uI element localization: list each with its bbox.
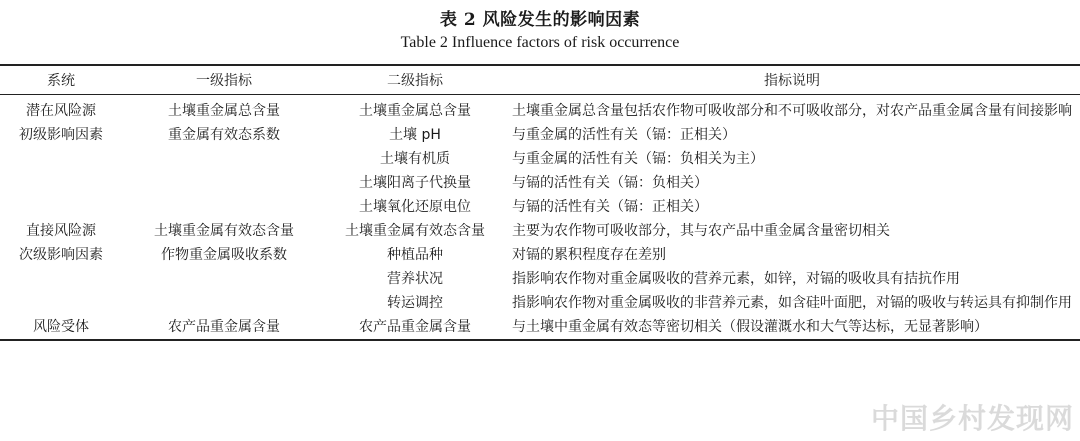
cell-system: 初级影响因素 <box>19 127 103 143</box>
influence-factors-table <box>0 64 1080 341</box>
cell-level1: 作物重金属吸收系数 <box>161 247 287 263</box>
cell-level2: 土壤重金属有效态含量 <box>345 223 485 239</box>
cell-description: 与镉的活性有关（镉：正相关） <box>512 199 708 215</box>
header-level1: 一级指标 <box>196 73 252 89</box>
table-row <box>0 315 1080 340</box>
cell-description: 土壤重金属总含量包括农作物可吸收部分和不可吸收部分，对农产品重金属含量有间接影响 <box>512 103 1072 119</box>
cell-level1: 土壤重金属有效态含量 <box>154 223 294 239</box>
cell-description: 与重金属的活性有关（镉：正相关） <box>512 127 736 143</box>
table-row <box>0 123 1080 147</box>
table-row <box>0 243 1080 267</box>
cell-system: 潜在风险源 <box>26 103 96 119</box>
cell-level2: 土壤 pH <box>389 127 441 143</box>
cell-level1 <box>122 195 326 219</box>
header-system: 系统 <box>47 73 75 89</box>
cell-system: 次级影响因素 <box>19 247 103 263</box>
cell-description: 与重金属的活性有关（镉：负相关为主） <box>512 151 764 167</box>
table-row <box>0 219 1080 243</box>
table-row <box>0 267 1080 291</box>
cell-level1: 土壤重金属总含量 <box>168 103 280 119</box>
cell-level2: 种植品种 <box>387 247 443 263</box>
cell-description: 与土壤中重金属有效态等密切相关（假设灌溉水和大气等达标，无显著影响） <box>512 319 988 335</box>
cell-level2: 转运调控 <box>387 295 443 311</box>
cell-level1 <box>122 171 326 195</box>
cell-system <box>0 147 122 171</box>
cell-level2: 土壤阳离子代换量 <box>359 175 471 191</box>
cell-level1 <box>122 267 326 291</box>
cell-description: 主要为农作物可吸收部分，其与农产品中重金属含量密切相关 <box>512 223 890 239</box>
cell-level1 <box>122 147 326 171</box>
cell-description: 对镉的累积程度存在差别 <box>512 247 666 263</box>
cell-system <box>0 195 122 219</box>
table-caption-english: Table 2 Influence factors of risk occurrence <box>400 34 680 51</box>
cell-level1: 农产品重金属含量 <box>168 319 280 335</box>
cell-level2: 农产品重金属含量 <box>359 319 471 335</box>
cell-level2: 营养状况 <box>387 271 443 287</box>
header-description: 指标说明 <box>764 73 820 89</box>
cell-system <box>0 291 122 315</box>
cell-system: 风险受体 <box>33 319 89 335</box>
table-row <box>0 147 1080 171</box>
cell-level2: 土壤有机质 <box>380 151 450 167</box>
header-level2: 二级指标 <box>387 73 443 89</box>
site-watermark: 中国乡村发现网 <box>870 402 1074 435</box>
cell-system <box>0 171 122 195</box>
cell-system: 直接风险源 <box>26 223 96 239</box>
cell-level1: 重金属有效态系数 <box>168 127 280 143</box>
table-row <box>0 95 1080 124</box>
cell-level2: 土壤重金属总含量 <box>359 103 471 119</box>
cell-level1 <box>122 291 326 315</box>
cell-description: 指影响农作物对重金属吸收的非营养元素，如含硅叶面肥，对镉的吸收与转运具有抑制作用 <box>512 295 1072 311</box>
table-row <box>0 195 1080 219</box>
cell-level2: 土壤氧化还原电位 <box>359 199 471 215</box>
table-caption-chinese: 表 2 风险发生的影响因素 <box>439 10 641 30</box>
cell-description: 指影响农作物对重金属吸收的营养元素，如锌，对镉的吸收具有拮抗作用 <box>512 271 960 287</box>
table-row <box>0 171 1080 195</box>
cell-description: 与镉的活性有关（镉：负相关） <box>512 175 708 191</box>
table-header-row <box>0 65 1080 95</box>
cell-system <box>0 267 122 291</box>
table-row <box>0 291 1080 315</box>
